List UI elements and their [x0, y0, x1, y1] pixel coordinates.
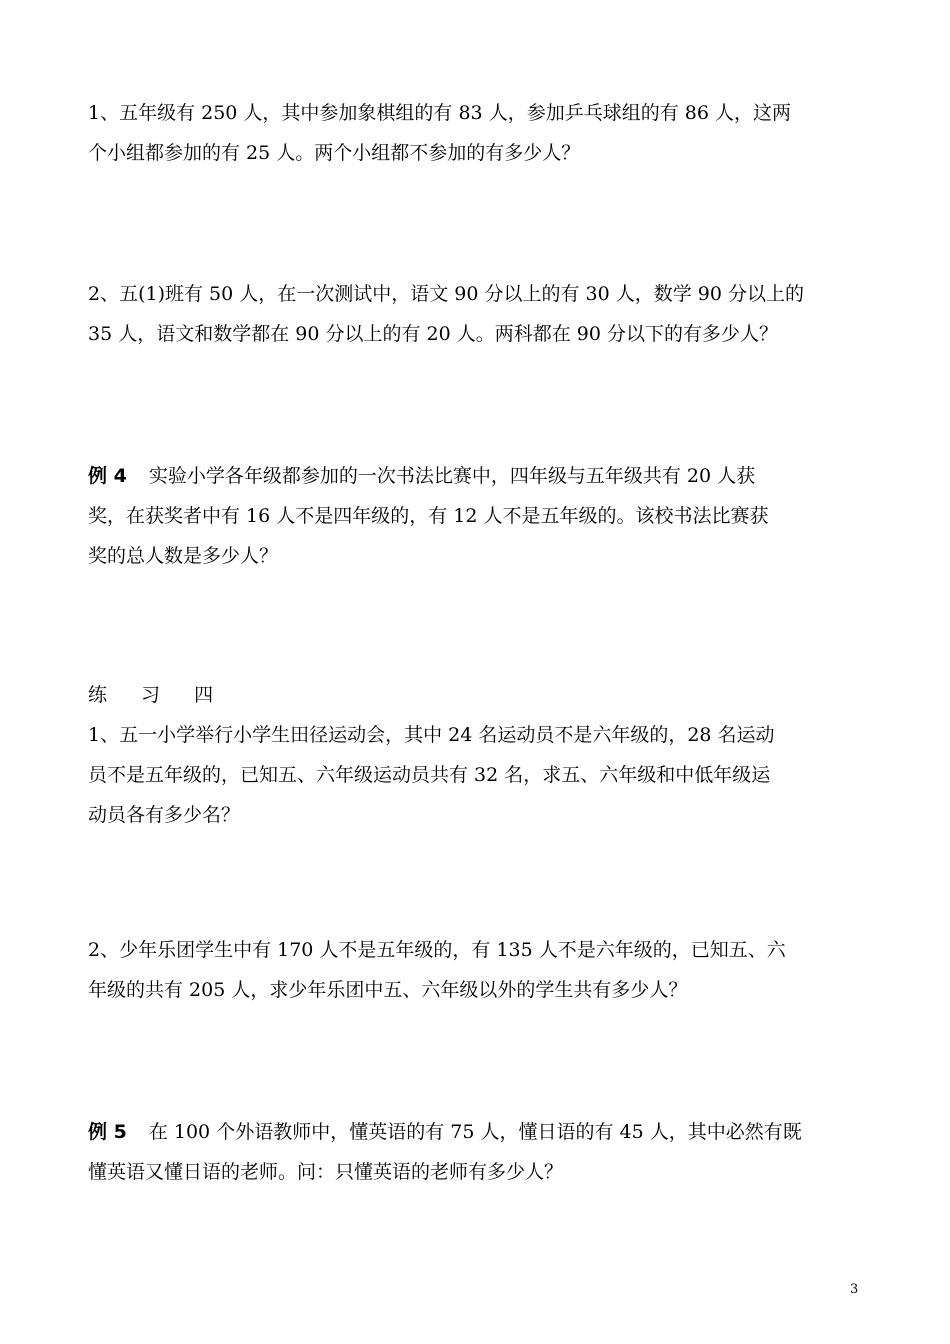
example-4-label: 例 4	[88, 465, 127, 487]
example-4-line-1	[88, 456, 863, 496]
practice-4-heading: 练 习 四	[88, 684, 228, 706]
example-4	[88, 456, 863, 576]
example-4-line-3: 奖的总人数是多少人？	[88, 545, 279, 567]
example-5-line-1	[88, 1112, 863, 1152]
practice-4-q1-line-2: 员不是五年级的，已知五、六年级运动员共有 32 名，求五、六年级和中低年级运	[88, 764, 771, 786]
problem-2-line-2: 35 人，语文和数学都在 90 分以上的有 20 人。两科都在 90 分以下的有多少人？	[88, 323, 778, 345]
practice-4-q1-line-3: 动员各有多少名？	[88, 804, 241, 826]
practice-4-section	[88, 675, 863, 835]
practice-4-q1-line-1: 1、五一小学举行小学生田径运动会，其中 24 名运动员不是六年级的，28 名运动	[88, 724, 775, 746]
problem-1-line-2: 个小组都参加的有 25 人。两个小组都不参加的有多少人？	[88, 142, 581, 164]
problem-2	[88, 274, 863, 354]
problem-2-line-1: 2、五(1)班有 50 人，在一次测试中，语文 90 分以上的有 30 人，数学 90 分以上的	[88, 283, 805, 305]
example-5-label: 例 5	[88, 1121, 127, 1143]
practice-4-q2-line-1: 2、少年乐团学生中有 170 人不是五年级的，有 135 人不是六年级的，已知五、六	[88, 939, 786, 961]
practice-4-q2-line-2: 年级的共有 205 人，求少年乐团中五、六年级以外的学生共有多少人？	[88, 979, 688, 1001]
example-5	[88, 1112, 863, 1192]
example-4-line-2: 奖，在获奖者中有 16 人不是四年级的，有 12 人不是五年级的。该校书法比赛获	[88, 505, 769, 527]
example-5-first-text: 在 100 个外语教师中，懂英语的有 75 人，懂日语的有 45 人，其中必然有既	[148, 1121, 802, 1143]
page-number: 3	[850, 1282, 859, 1297]
practice-4-q2	[88, 930, 863, 1010]
example-5-line-2: 懂英语又懂日语的老师。问：只懂英语的老师有多少人？	[88, 1161, 564, 1183]
problem-1-line-1: 1、五年级有 250 人，其中参加象棋组的有 83 人，参加乒乓球组的有 86 人，这两	[88, 102, 791, 124]
problem-1	[88, 93, 863, 173]
example-4-first-text: 实验小学各年级都参加的一次书法比赛中，四年级与五年级共有 20 人获	[148, 465, 756, 487]
